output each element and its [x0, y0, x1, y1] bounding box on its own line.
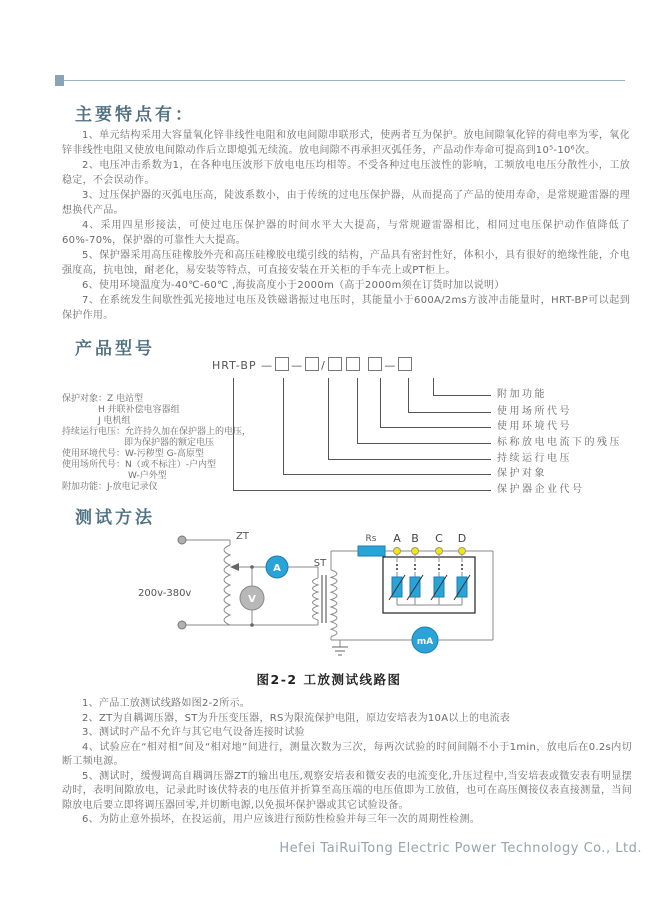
milliammeter-label: mA — [416, 637, 434, 647]
model-right-label: 使用场所代号 — [497, 406, 572, 417]
features-list — [62, 128, 630, 323]
st-secondary-coil — [331, 570, 337, 637]
phase-terminal — [412, 548, 419, 555]
feature-item: 1、单元结构采用大容量氧化锌非线性电阻和放电间隙串联形式，使两者互为保护。放电间隙氧化锌的荷电率为零，氧化锌非线性电阻又使放电间隙动作后立即熄弧无续流。放电间隙不再承担灭弧任务，产品动作寿命可提高到10⁵-10⁶次。 — [62, 130, 630, 156]
test-step: 5、测试时，缓慢调高自耦调压器ZT的输出电压,观察安培表和微安表的电流变化,升压过程中,当安培表或微安表有明显摆动时，表明间隙放电，记录此时该伏特表的电压值并折算至高压端的电压值即为工放值，也可在高压侧接仪表直接测量，当间隙放电后要立即将调压器回零,并切断电源,以免损坏保护器或其它试验设备。 — [62, 770, 632, 811]
phase-label: D — [457, 532, 467, 545]
model-note: H 并联补偿电容器组 — [98, 405, 180, 415]
resistor-rs — [358, 546, 385, 556]
model-code-box — [398, 357, 412, 371]
phase-label: B — [411, 532, 419, 545]
model-left-notes — [62, 394, 251, 493]
model-separator: — — [291, 359, 304, 372]
feature-item: 2、电压冲击系数为1，在各种电压波形下放电电压均相等。不受各种过电压波性的影响，工频放电电压分散性小，工放稳定，不会误动作。 — [62, 160, 630, 186]
phase-terminal — [394, 548, 401, 555]
test-step: 6、为防止意外损坏，在投运前，用户应该进行预防性检验并每三年一次的周期性检测。 — [82, 814, 481, 825]
model-note: 即为保护器的额定电压 — [124, 438, 215, 448]
model-code-box — [328, 357, 342, 371]
company-footer: Hefei TaiRuiTong Electric Power Technology Co., Ltd. — [279, 841, 642, 856]
varistor-branch — [454, 555, 470, 606]
feature-item: 3、过压保护器的灭弧电压高，陡波系数小，由于传统的过电压保护器，从而提高了产品的使用寿命，是常规避雷器的理想换代产品。 — [62, 190, 630, 216]
model-code-box — [305, 357, 319, 371]
model-right-label: 使用环境代号 — [497, 421, 572, 432]
model-right-label: 保护器企业代号 — [497, 484, 585, 495]
source-voltage-label: 200v-380v — [138, 588, 192, 599]
input-terminal — [178, 621, 186, 629]
junction-dot — [250, 623, 254, 627]
zt-label: ZT — [236, 531, 249, 542]
varistor-branch — [407, 555, 423, 606]
model-format-line — [212, 357, 414, 372]
test-step: 1、产品工放测试线路如图2-2所示。 — [82, 698, 251, 709]
junction-dot — [250, 565, 254, 569]
model-code-box — [368, 357, 382, 371]
feature-item: 7、在系统发生间歇性弧光接地过电压及铁磁谐振过电压时，其能量小于600A/2ms方波冲击能量时，HRT-BP可以起到保护作用。 — [62, 295, 630, 321]
phase-label: A — [393, 532, 401, 545]
test-step: 4、试验应在“相对相”间及“相对地”间进行，测量次数为三次，每两次试验的时间间隔不小于1min，放电后在0.2s内切断工频电源。 — [62, 741, 632, 767]
autotransformer-zt-coil — [224, 545, 230, 625]
feature-item: 5、保护器采用高压硅橡胶外壳和高压硅橡胶电缆引线的结构，产品具有密封性好，体积小，具有很好的绝缘性能，介电强度高，抗电蚀，耐老化，易安装等特点，可直接安装在开关柜的手车壳上或PT柜上。 — [62, 250, 630, 276]
model-separator: — — [261, 359, 274, 372]
model-right-label: 附加功能 — [497, 389, 547, 400]
model-note: 使用环境代号：W-污秽型 G-高原型 — [62, 449, 204, 459]
circuit-wires — [186, 540, 493, 647]
model-code-box — [275, 357, 289, 371]
phase-terminal — [459, 548, 466, 555]
ammeter-label: A — [273, 563, 281, 574]
model-note: J 电机组 — [98, 416, 131, 426]
model-note: 附加功能：J-放电记录仪 — [62, 482, 158, 492]
st-primary-coil — [313, 578, 319, 620]
phase-terminal — [436, 548, 443, 555]
varistor-branch — [389, 555, 405, 606]
input-terminal — [178, 536, 186, 544]
model-note: 保护对象：Z 电站型 — [62, 394, 144, 404]
varistor-branch — [431, 555, 447, 606]
feature-item: 4、采用四星形接法，可使过电压保护器的时间水平大大提高，与常规避雷器相比，相同过电压保护动作值降低了60%-70%，保护器的可靠性大大提高。 — [62, 220, 630, 246]
varistor-branches — [389, 555, 470, 606]
model-separator: / — [321, 359, 326, 372]
top-divider-square — [55, 75, 64, 86]
model-connector — [433, 378, 491, 396]
model-right-label: 保护对象 — [497, 468, 547, 479]
model-note: W-户外型 — [128, 471, 167, 481]
model-right-label: 标称放电电流下的残压 — [497, 437, 622, 448]
phase-label: C — [435, 532, 443, 545]
model-note: 使用场所代号：N（或不标注）-户内型 — [62, 460, 216, 470]
model-code-box — [346, 357, 360, 371]
top-divider-line — [55, 80, 625, 81]
voltmeter-label: V — [248, 594, 256, 605]
test-circuit-diagram — [0, 525, 658, 673]
ground-icon — [332, 647, 348, 655]
model-heading: 产品型号 — [75, 339, 155, 359]
rs-label: Rs — [365, 534, 377, 544]
test-step: 2、ZT为自耦调压器，ST为升压变压器，RS为限流保护电阻，原边安培表为10A以上的电流表 — [82, 712, 511, 724]
model-prefix: HRT-BP — [212, 359, 257, 372]
test-heading: 测试方法 — [75, 508, 155, 528]
model-separator: — — [384, 359, 397, 372]
feature-item: 6、使用环境温度为-40℃-60℃ ,海拔高度小于2000m（高于2000m须在订货时加以说明） — [82, 280, 505, 291]
test-steps — [62, 697, 632, 828]
model-note: 持续运行电压：允许持久加在保护器上的电压， — [62, 427, 252, 437]
st-label: ST — [313, 558, 327, 569]
figure-caption: 图2-2 工放测试线路图 — [256, 672, 402, 687]
tap-arrow — [230, 563, 239, 571]
features-heading: 主要特点有： — [75, 105, 195, 125]
model-right-label: 持续运行电压 — [497, 453, 572, 464]
test-step: 3、测试时产品不允许与其它电气设备连接时试验 — [82, 727, 305, 738]
